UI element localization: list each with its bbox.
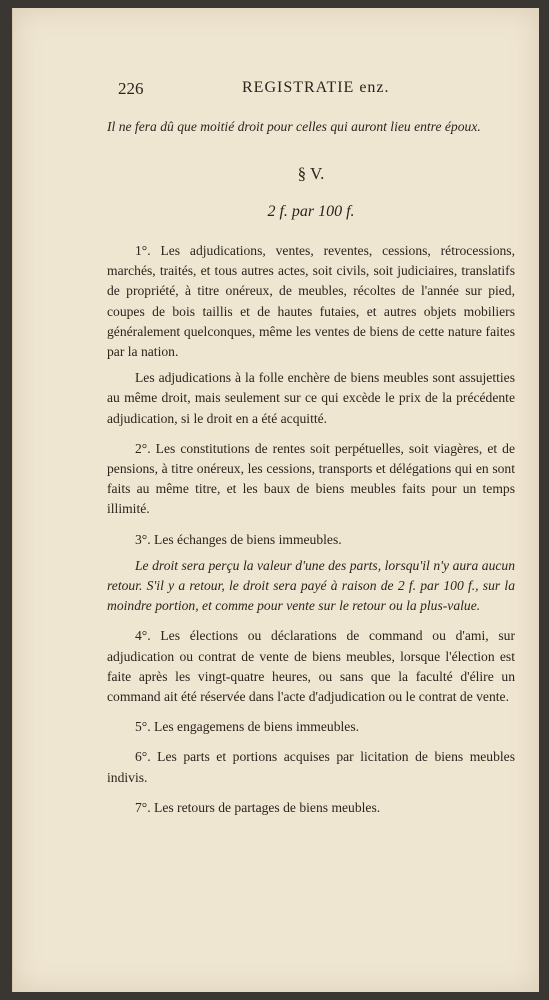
paragraph-5: 5°. Les engagemens de biens immeubles. [135,719,360,735]
paragraph-1: 1°. Les adjudications, ventes, reventes, cessions, rétrocessions, marchés, traités, et tous autres actes, soit civils, soit judiciaires, translatifs de propriété, à titre onéreux, de meubles, récoltes de l'année sur pied, coupes de bois taillis et de hautes futaies, et autres objets mobiliers généralement quelconques, même les ventes de biens de cette nature faites par la nation. [107,243,515,360]
running-title: REGISTRATIE enz. [242,79,390,96]
paragraph-2: 2°. Les constitutions de rentes soit perpétuelles, soit viagères, et de pensions, à titre onéreux, les cessions, transports et délégations qui en sont faits au même titre, et les baux de biens meubles faits pour un temps illimité. [107,440,515,517]
rate-heading: 2 f. par 100 f. [267,203,355,220]
paragraph-4: 4°. Les élections ou déclarations de command ou d'ami, sur adjudication ou contrat de vente de biens meubles, lorsque l'élection est faite après les vingt-quatre heures, ou sans que la faculté d'élire un command ait été réservée dans l'acte d'adjudication ou le contrat de vente. [107,628,515,705]
paragraph-3: 3°. Les échanges de biens immeubles. [135,531,342,547]
paragraph-7: 7°. Les retours de partages de biens meubles. [135,799,381,815]
paragraph-6: 6°. Les parts et portions acquises par licitation de biens meubles indivis. [107,749,515,785]
body-text [107,241,515,818]
intro-note: Il ne fera dû que moitié droit pour celles qui auront lieu entre époux. [107,119,481,134]
page-number: 226 [118,79,144,98]
page-header [118,79,518,103]
section-title: § V. [297,164,325,183]
italic-note: Le droit sera perçu la valeur d'une des parts, lorsqu'il n'y aura aucun retour. S'il y a retour, le droit sera payé à raison de 2 f. par 100 f., sur la moindre portion, et comme pour vente sur le retour ou la plus-value. [107,557,515,614]
paragraph-folle-enchere: Les adjudications à la folle enchère de biens meubles sont assujetties au même droit, mais seulement sur ce qui excède le prix de la précédente adjudication, si le droit en a été acquitté. [107,370,515,426]
